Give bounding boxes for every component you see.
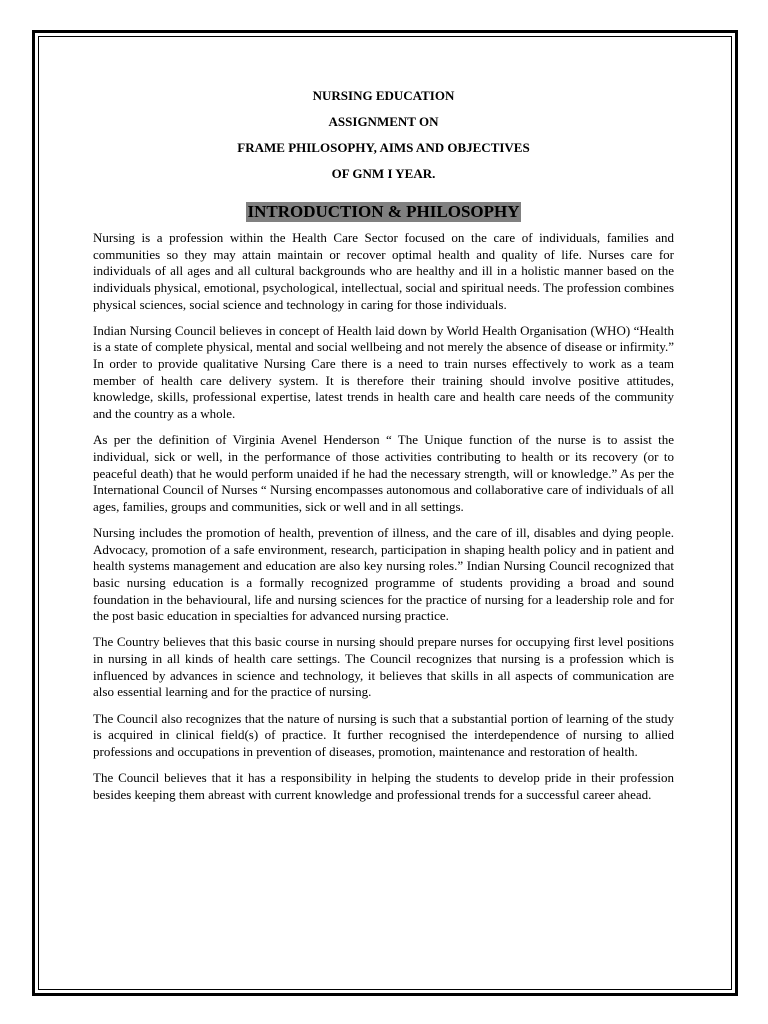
section-heading-wrap bbox=[93, 202, 674, 222]
title-line-subject: NURSING EDUCATION bbox=[312, 88, 455, 103]
title-line-topic: FRAME PHILOSOPHY, AIMS AND OBJECTIVES bbox=[237, 140, 530, 155]
title-line-year: OF GNM I YEAR. bbox=[331, 166, 436, 181]
paragraph-basic-course: The Country believes that this basic course in nursing should prepare nurses for occupying first level positions in nursing in all kinds of health care settings. The Council recognizes that nursing is a profession which is influenced by advances in science and technology, it believes that skills in all aspects of communication are also essential learning and for the practice of nursing. bbox=[93, 634, 674, 700]
title-line-assignment: ASSIGNMENT ON bbox=[328, 114, 439, 129]
title-block bbox=[93, 87, 674, 182]
paragraph-clinical-learning: The Council also recognizes that the nature of nursing is such that a substantial portion of learning of the study is acquired in clinical field(s) of practice. It further recognised the interdependence of nursing to allied professions and occupations in prevention of diseases, promotion, maintenance and restoration of health. bbox=[93, 710, 674, 759]
paragraph-nursing-profession: Nursing is a profession within the Health Care Sector focused on the care of individuals, families and communities so they may attain maintain or recover optimal health and quality of life. Nurses care for individuals of all ages and all cultural backgrounds who are healthy and ill in a holistic manner based on the individuals physical, emotional, psychological, intellectual, social and spiritual needs. The profession combines physical sciences, social science and technology in caring for those individuals. bbox=[93, 230, 674, 312]
paragraph-council-responsibility: The Council believes that it has a responsibility in helping the students to develop pride in their profession besides keeping them abreast with current knowledge and professional trends for a successful career ahead. bbox=[93, 770, 674, 802]
section-heading: INTRODUCTION & PHILOSOPHY bbox=[247, 202, 520, 221]
paragraph-henderson-definition: As per the definition of Virginia Avenel Henderson “ The Unique function of the nurse is to assist the individual, sick or well, in the performance of those activities contributing to health or its recovery (or to peaceful death) that he would perform unaided if he had the necessary strength, will or knowledge.” As per the International Council of Nurses “ Nursing encompasses autonomous and collaborative care of individuals of all ages, families, groups and communities, sick or well and in all settings. bbox=[93, 432, 674, 514]
document-body bbox=[93, 87, 674, 813]
paragraph-nursing-includes: Nursing includes the promotion of health, prevention of illness, and the care of ill, disables and dying people. Advocacy, promotion of a safe environment, research, participation in shaping health policy and in patient and health systems management and education are also key nursing roles.” Indian Nursing Council recognized that basic nursing education is a formally recognized programme of students providing a broad and sound foundation in the behavioural, life and nursing sciences for the practice of nursing for a leadership role and for the post basic education in specialties for advanced nursing practice. bbox=[93, 525, 674, 624]
paragraph-inc-health-concept: Indian Nursing Council believes in concept of Health laid down by World Health Organisation (WHO) “Health is a state of complete physical, mental and social wellbeing and not merely the absence of disease or infirmity.” In order to provide qualitative Nursing Care there is a need to train nurses effectively to work as a team member of health care delivery system. It is therefore their training should involve positive attitudes, knowledge, skills, professional expertise, latest trends in health care and health care needs of the community and the country as a whole. bbox=[93, 322, 674, 422]
